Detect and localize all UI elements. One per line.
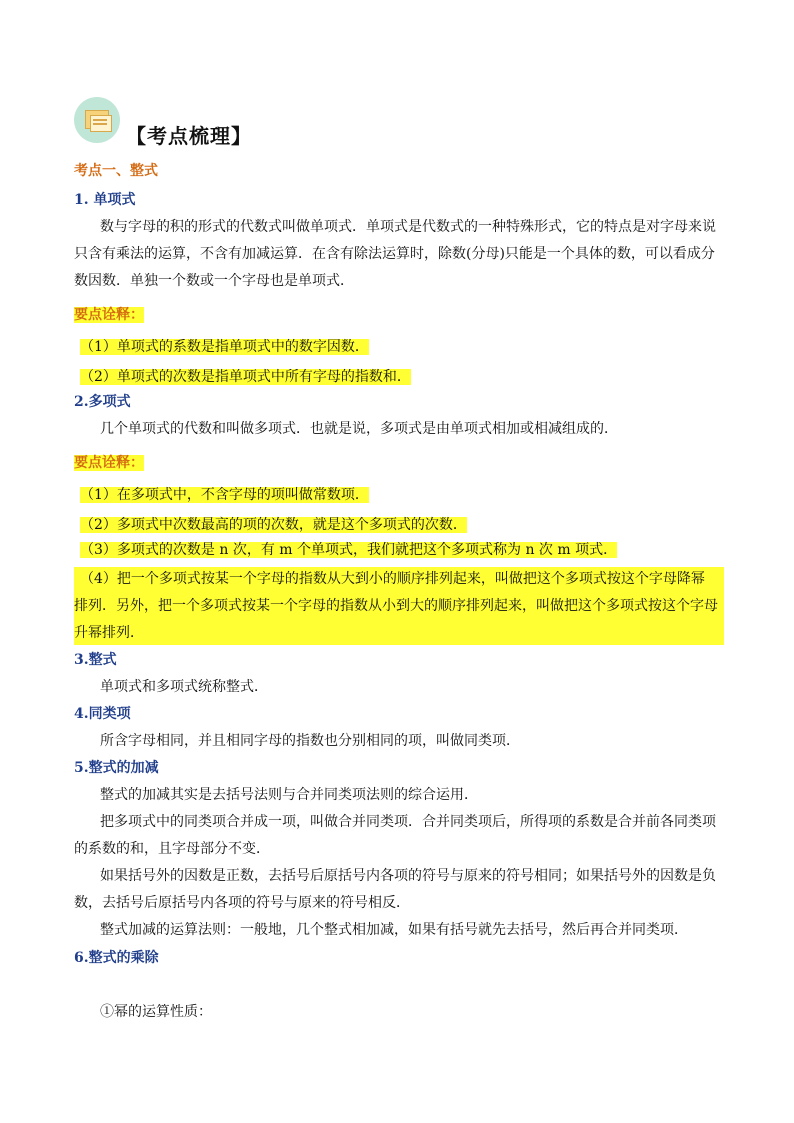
note-item: （4）把一个多项式按某一个字母的指数从大到小的顺序排列起来，叫做把这个多项式按这个字母降幂	[80, 571, 705, 587]
heading-like-terms: 4.同类项	[74, 706, 131, 722]
heading-integral-expression: 3.整式	[74, 652, 117, 668]
paragraph-line: 如果括号外的因数是正数，去括号后原括号内各项的符号与原来的符号相同；如果括号外的因数是负	[100, 868, 716, 884]
paragraph-line: 单项式和多项式统称整式．	[100, 679, 268, 695]
note-item: 排列．另外，把一个多项式按某一个字母的指数从小到大的顺序排列起来，叫做把这个多项式按这个字母	[74, 598, 718, 614]
note-item: （2）多项式中次数最高的项的次数，就是这个多项式的次数．	[80, 517, 467, 533]
paragraph-line: 数因数．单独一个数或一个字母也是单项式．	[74, 273, 354, 289]
note-item: （1）单项式的系数是指单项式中的数字因数．	[80, 339, 369, 355]
note-item: （1）在多项式中，不含字母的项叫做常数项．	[80, 487, 369, 503]
paragraph-line: 的系数的和，且字母部分不变．	[74, 841, 270, 857]
heading-polynomial: 2.多项式	[74, 394, 131, 410]
note-item: 升幂排列．	[74, 625, 144, 641]
note-item: （3）多项式的次数是 n 次，有 m 个单项式，我们就把这个多项式称为 n 次 m 项式．	[80, 542, 618, 558]
paragraph-line: 整式的加减其实是去括号法则与合并同类项法则的综合运用．	[100, 787, 478, 803]
paragraph-line: ①幂的运算性质：	[100, 1004, 212, 1020]
note-label: 要点诠释：	[74, 307, 144, 323]
section-title: 考点一、整式	[74, 163, 158, 179]
paragraph-line: 几个单项式的代数和叫做多项式．也就是说，多项式是由单项式相加或相减组成的．	[100, 421, 618, 437]
paragraph-line: 数，去括号后原括号内各项的符号与原来的符号相反．	[74, 895, 410, 911]
page-title: 【考点梳理】	[126, 124, 252, 148]
heading-monomial: 1. 单项式	[74, 192, 136, 208]
paragraph-line: 整式加减的运算法则：一般地，几个整式相加减，如果有括号就先去括号，然后再合并同类项．	[100, 922, 688, 938]
paragraph-line: 所含字母相同，并且相同字母的指数也分别相同的项，叫做同类项．	[100, 733, 520, 749]
note-label: 要点诠释：	[74, 455, 144, 471]
paragraph-line: 把多项式中的同类项合并成一项，叫做合并同类项．合并同类项后，所得项的系数是合并前各同类项	[100, 814, 716, 830]
paragraph-line: 数与字母的积的形式的代数式叫做单项式．单项式是代数式的一种特殊形式，它的特点是对字母来说	[100, 219, 716, 235]
document-icon	[74, 97, 120, 143]
note-item: （2）单项式的次数是指单项式中所有字母的指数和．	[80, 369, 411, 385]
heading-multiplication-division: 6.整式的乘除	[74, 950, 159, 966]
heading-addition-subtraction: 5.整式的加减	[74, 760, 159, 776]
paragraph-line: 只含有乘法的运算，不含有加减运算．在含有除法运算时，除数(分母)只能是一个具体的数，可以看成分	[74, 246, 715, 262]
